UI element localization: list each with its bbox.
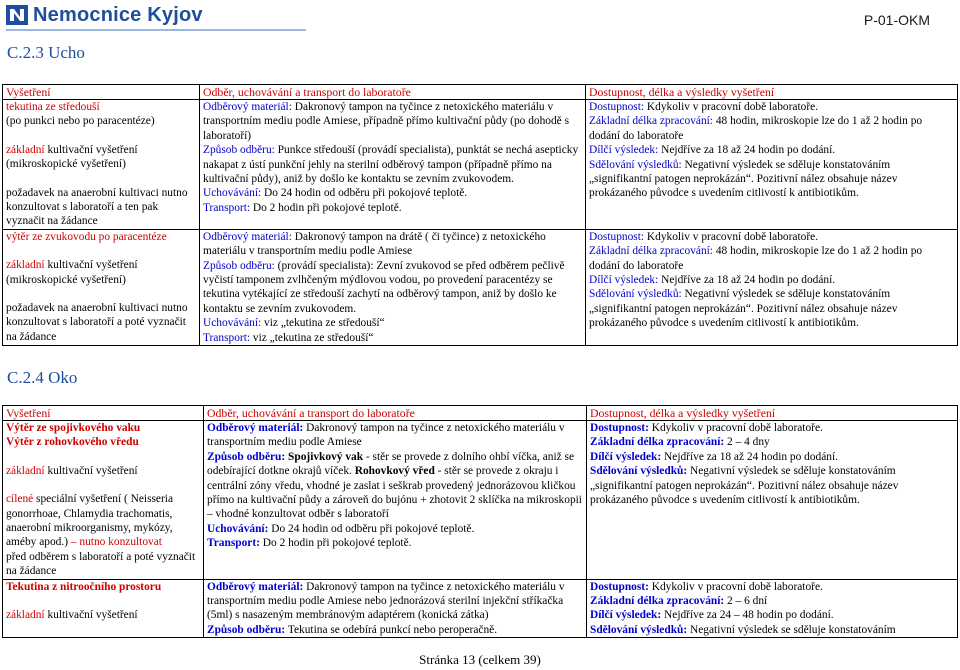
exam-cell	[3, 229, 200, 345]
exam-title: Výtěr ze spojivkového vaku	[6, 422, 141, 434]
availability-text: Dostupnost: Kdykoliv v pracovní době laboratoře.	[590, 580, 823, 593]
table-header-row	[3, 85, 958, 100]
availability-cell	[586, 100, 958, 230]
processing-length-text: Základní délka zpracování: 48 hodin, mikroskopie lze do 1 až 2 hodin po dodání do laboratoře	[589, 115, 923, 142]
processing-length-text: Základní délka zpracování: 48 hodin, mikroskopie lze do 1 až 2 hodin po dodání do laboratoře	[589, 245, 923, 272]
ucho-table	[2, 84, 958, 346]
material-text: Odběrový materiál: Dakronový tampon na drátě ( či tyčince) z netoxického materiálu v transportním mediu podle Amiese	[203, 230, 546, 258]
exam-basic: základní kultivační vyšetření	[6, 609, 138, 622]
exam-microscopy: (mikroskopické vyšetření)	[6, 158, 126, 171]
exam-cell	[3, 421, 204, 580]
document-code: P-01-OKM	[863, 12, 930, 28]
method-text: Způsob odběru: Spojivkový vak - stěr se provede z dolního ohbí víčka, aniž se odebírající dotkne okrajů víček. Rohovkový vřed - stěr se provede z okraju i centrální zóny vředu, vhodné je zaslat i seškrab provedený jednorázovou kličkou přímo na kultivační půdy a zároveň do bujónu + zhotovit 2 sklíčka na mikroskopii – vhodné konzultovat odběr s laboratoří	[207, 450, 582, 521]
method-text: Způsob odběru: (provádí specialista): Zevní zvukovod se před odběrem pečlivě vyčistí tamponem zvlhčeným mýdlovou vodou, po provedení paracentézy se tekutina vytékající ze středouší zachytí na odběrový tampon, aniž by došlo ke kontaktu se zevním zvukovodem.	[203, 259, 565, 315]
exam-subtitle: (po punkci nebo po paracentéze)	[6, 115, 155, 128]
transport-text: Transport: Do 2 hodin při pokojové teplotě.	[203, 201, 402, 214]
exam-basic: základní kultivační vyšetření	[6, 143, 138, 156]
exam-cell	[3, 579, 204, 638]
table-row	[3, 100, 958, 230]
collection-cell	[200, 229, 586, 345]
collection-cell	[204, 421, 587, 580]
column-header-collection: Odběr, uchovávání a transport do laboratoře	[204, 406, 587, 421]
partial-result-text: Dílčí výsledek: Nejdříve za 18 až 24 hodin po dodání.	[589, 274, 836, 287]
exam-basic: základní kultivační vyšetření	[6, 259, 138, 272]
table-row	[3, 229, 958, 345]
exam-title: tekutina ze středouší	[6, 101, 100, 113]
method-text: Způsob odběru: Punkce středouší (provádí specialista), punktát se nechá asepticky nakapat z ústí punkční jehly na sterilní odběrový tampon (případně přímo na kultivační půdy), aniž by došlo ke kontaktu se zevním zvukovodem.	[203, 144, 579, 186]
page-footer: Stránka 13 (celkem 39)	[419, 652, 541, 667]
collection-cell	[200, 100, 586, 230]
transport-text: Transport: Do 2 hodin při pokojové teplotě.	[207, 537, 412, 550]
availability-cell	[587, 579, 958, 638]
availability-text: Dostupnost: Kdykoliv v pracovní době laboratoře.	[590, 422, 823, 434]
storage-text: Uchovávání: Do 24 hodin od odběru při pokojové teplotě.	[203, 187, 468, 200]
exam-microscopy: (mikroskopické vyšetření)	[6, 273, 126, 286]
partial-result-text: Dílčí výsledek: Nejdříve za 18 až 24 hodin po dodání.	[590, 450, 839, 463]
section-title-oko: C.2.4 Oko	[7, 368, 78, 387]
partial-result-text: Dílčí výsledek: Nejdříve za 24 – 48 hodin po dodání.	[590, 609, 834, 622]
exam-requirement: požadavek na anaerobní kultivaci nutno konzultovat s laboratoří a poté vyznačit na žádance	[6, 302, 188, 343]
column-header-exam: Vyšetření	[3, 85, 200, 100]
availability-text: Dostupnost: Kdykoliv v pracovní době laboratoře.	[589, 101, 819, 113]
table-row	[3, 579, 958, 638]
column-header-availability: Dostupnost, délka a výsledky vyšetření	[587, 406, 958, 421]
partial-result-text: Dílčí výsledek: Nejdříve za 18 až 24 hodin po dodání.	[589, 144, 836, 157]
exam-basic: základní kultivační vyšetření	[6, 464, 138, 477]
transport-text: Transport: viz „tekutina ze středouší“	[203, 331, 374, 344]
table-row	[3, 421, 958, 580]
table-header-row	[3, 406, 958, 421]
availability-text: Dostupnost: Kdykoliv v pracovní době laboratoře.	[589, 230, 819, 243]
result-reporting-text: Sdělování výsledků: Negativní výsledek se sděluje konstatováním	[590, 623, 896, 636]
exam-title: Tekutina z nitroočního prostoru	[6, 580, 162, 593]
collection-cell	[204, 579, 587, 638]
result-reporting-text: Sdělování výsledků: Negativní výsledek se sděluje konstatováním „signifikantní patogen neprokázán“. Pozitivní nález obsahuje název prokázaného původce s uvedením citlivostí k antibiotikům.	[589, 158, 898, 200]
exam-targeted: cílené speciální vyšetření ( Neisseria gonorrhoae, Chlamydia trachomatis, anaerobní mikroorganismy, mykózy, améby apod.) – nutno konzultovat	[6, 493, 174, 549]
exam-requirement: před odběrem s laboratoří a poté vyznačit na žádance	[6, 550, 196, 578]
availability-cell	[587, 421, 958, 580]
column-header-collection: Odběr, uchovávání a transport do laboratoře	[200, 85, 586, 100]
hospital-logo	[6, 4, 203, 26]
processing-length-text: Základní délka zpracování: 2 – 4 dny	[590, 436, 770, 449]
exam-requirement: požadavek na anaerobní kultivaci nutno konzultovat s laboratoří a ten pak vyznačit na žádance	[6, 186, 188, 228]
material-text: Odběrový materiál: Dakronový tampon na tyčince z netoxického materiálu v transportním mediu podle Amiese nebo jednorázová sterilní injekční stříkačka (5ml) s nasazeným membránovým adaptérem (konická zátka)	[207, 580, 565, 622]
exam-title-secondary: Výtěr z rohovkového vředu	[6, 436, 139, 449]
header-divider	[6, 29, 306, 31]
exam-title: výtěr ze zvukovodu po paracentéze	[6, 230, 167, 243]
oko-table	[2, 405, 958, 638]
processing-length-text: Základní délka zpracování: 2 – 6 dní	[590, 595, 768, 608]
storage-text: Uchovávání: viz „tekutina ze středouší“	[203, 317, 385, 330]
logo-text: Nemocnice Kyjov	[33, 3, 203, 26]
result-reporting-text: Sdělování výsledků: Negativní výsledek se sděluje konstatováním „signifikantní patogen neprokázán“. Pozitivní nález obsahuje název prokázaného původce s uvedením citlivostí k antibiotikům.	[590, 465, 899, 507]
logo-mark-icon	[6, 5, 28, 25]
section-title-ucho: C.2.3 Ucho	[7, 43, 85, 62]
method-text: Způsob odběru: Tekutina se odebírá punkcí nebo peroperačně.	[207, 623, 498, 636]
availability-cell	[586, 229, 958, 345]
material-text: Odběrový materiál: Dakronový tampon na tyčince z netoxického materiálu v transportním mediu podle Amiese, případně přímo kultivační půdy (po dohodě s laboratoří)	[203, 101, 570, 142]
material-text: Odběrový materiál: Dakronový tampon na tyčince z netoxického materiálu v transportním mediu podle Amiese	[207, 422, 565, 449]
column-header-exam: Vyšetření	[3, 406, 204, 421]
exam-cell	[3, 100, 200, 230]
column-header-availability: Dostupnost, délka a výsledky vyšetření	[586, 85, 958, 100]
page-header	[0, 0, 960, 44]
storage-text: Uchovávání: Do 24 hodin od odběru při pokojové teplotě.	[207, 522, 475, 535]
result-reporting-text: Sdělování výsledků: Negativní výsledek se sděluje konstatováním „signifikantní patogen neprokázán“. Pozitivní nález obsahuje název prokázaného původce s uvedením citlivostí k antibiotikům.	[589, 288, 898, 330]
